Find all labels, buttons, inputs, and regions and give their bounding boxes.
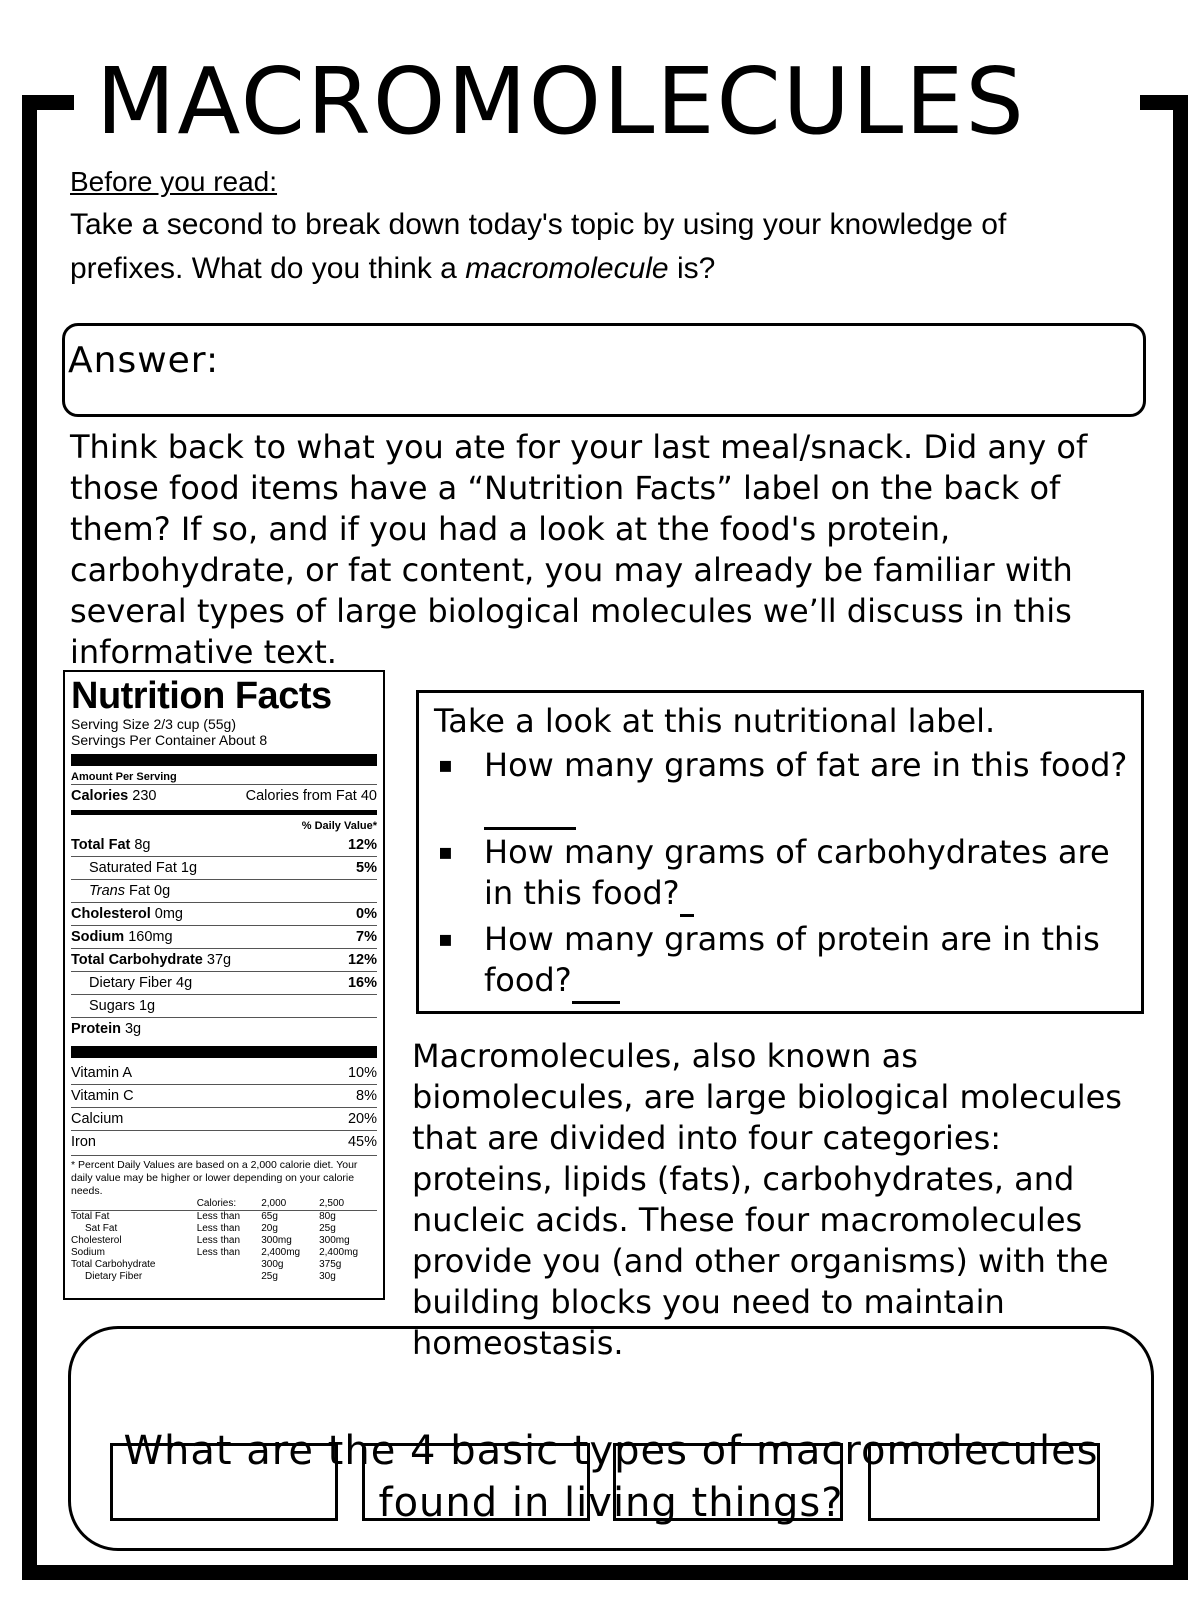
- vitamin-name: Calcium: [71, 1111, 124, 1127]
- nutrient-daily-value: 16%: [347, 975, 377, 991]
- vitamin-row: [71, 1084, 377, 1107]
- calories-from-fat: Calories from Fat 40: [245, 788, 377, 804]
- calories-value: 230: [132, 788, 157, 804]
- reference-cell: [71, 1198, 197, 1211]
- nutrient-name: Protein 3g: [71, 1021, 142, 1037]
- nutrient-row: [71, 856, 377, 879]
- vitamin-rows: [71, 1062, 377, 1153]
- thick-divider-2: [71, 1046, 377, 1058]
- bullet-icon: ▪: [438, 840, 453, 865]
- reference-cell: 80g: [319, 1211, 336, 1222]
- nutrient-daily-value: 7%: [356, 929, 377, 945]
- prompt-line-1: Take a second to break down today's topic by using your knowledge of: [70, 208, 1007, 241]
- reference-cell: 25g: [319, 1223, 336, 1234]
- reference-cell: 375g: [319, 1259, 342, 1270]
- answer-box[interactable]: [62, 323, 1146, 417]
- nutrition-footnote: * Percent Daily Values are based on a 2,000 calorie diet. Your daily value may be higher or lower depending on your calorie needs.: [71, 1155, 377, 1198]
- calories-row: [71, 784, 377, 807]
- bottom-question: What are the 4 basic types of macromolecules found in living things?: [123, 1428, 1099, 1526]
- nutrient-daily-value: 12%: [347, 952, 377, 968]
- nutrient-row: [71, 1017, 377, 1040]
- reference-cell: Total Carbohydrate: [71, 1259, 156, 1270]
- reference-cell: Sodium: [71, 1247, 105, 1258]
- nutrient-name: Total Carbohydrate 37g: [71, 952, 232, 968]
- question-protein: [434, 919, 1134, 1004]
- protein-answer-blank[interactable]: [572, 960, 620, 1004]
- question-fat: [434, 745, 1134, 830]
- nutrient-name: Saturated Fat 1g: [89, 860, 198, 876]
- frame-top-left-segment: [22, 95, 74, 110]
- reference-cell: 2,400mg: [261, 1247, 301, 1258]
- reference-cell: Cholesterol: [71, 1235, 122, 1246]
- prompt-text-end: is?: [668, 252, 716, 285]
- vitamin-name: Vitamin C: [71, 1088, 134, 1104]
- nutrient-daily-value: 0%: [356, 906, 377, 922]
- reference-row: [71, 1235, 377, 1247]
- reference-cell: 25g: [261, 1271, 278, 1282]
- questions-list: [434, 745, 1134, 1006]
- before-read-heading: Before you read:: [70, 166, 278, 197]
- vitamin-name: Iron: [71, 1134, 96, 1150]
- reference-cell: Calories:: [196, 1198, 237, 1209]
- macromolecules-paragraph: Macromolecules, also known as biomolecules, are large biological molecules that are divided into four categories: proteins, lipids (fats), carbohydrates, and nucleic acids. These four macromolecules provide you (and other organisms) with the building blocks you need to maintain homeostasis.: [412, 1037, 1122, 1362]
- reference-cell: 65g: [261, 1211, 278, 1222]
- nutrient-name: Total Fat 8g: [71, 837, 151, 853]
- page-title: MACROMOLECULES: [96, 48, 1026, 155]
- reference-cell: 2,000: [261, 1198, 287, 1209]
- bullet-icon: ▪: [438, 753, 453, 778]
- reference-cell: Less than: [196, 1211, 241, 1222]
- reference-row: [71, 1211, 377, 1224]
- question-carbs-text: How many grams of carbohydrates are in this food?: [484, 833, 1110, 912]
- serving-size: Serving Size 2/3 cup (55g): [71, 716, 236, 732]
- before-read-prompt: [70, 203, 1120, 291]
- nutrient-row: [71, 994, 377, 1017]
- nutrition-facts-label: [63, 670, 385, 1300]
- medium-divider: [71, 810, 377, 815]
- reference-cell: Less than: [196, 1223, 241, 1234]
- reference-cell: Less than: [196, 1247, 241, 1258]
- amount-per-serving: Amount Per Serving: [71, 771, 177, 783]
- vitamin-daily-value: 45%: [347, 1134, 377, 1150]
- vitamin-daily-value: 10%: [347, 1065, 377, 1081]
- reference-cell: [197, 1271, 262, 1283]
- reference-table: [71, 1198, 377, 1283]
- nutrient-name: Dietary Fiber 4g: [89, 975, 193, 991]
- nutrient-row: [71, 879, 377, 902]
- reference-header-row: [71, 1198, 377, 1211]
- question-protein-text: How many grams of protein are in this food?: [484, 920, 1100, 999]
- vitamin-row: [71, 1107, 377, 1130]
- answer-label: Answer:: [68, 340, 220, 381]
- reference-cell: Total Fat: [71, 1211, 110, 1222]
- nutrient-row: [71, 902, 377, 925]
- fat-answer-blank[interactable]: [484, 786, 576, 830]
- vitamin-daily-value: 20%: [347, 1111, 377, 1127]
- reference-cell: Sat Fat: [85, 1223, 118, 1234]
- reference-cell: 2,400mg: [319, 1247, 359, 1258]
- carbs-answer-blank[interactable]: [680, 873, 694, 917]
- nutrient-row: [71, 948, 377, 971]
- nutrient-name: Cholesterol 0mg: [71, 906, 184, 922]
- vitamin-name: Vitamin A: [71, 1065, 132, 1081]
- reference-cell: 300g: [261, 1259, 284, 1270]
- nutrient-name: Trans Fat 0g: [89, 883, 171, 899]
- nutrient-daily-value: 12%: [347, 837, 377, 853]
- intro-paragraph: Think back to what you ate for your last meal/snack. Did any of those food items have a “Nutrition Facts” label on the back of them? If so, and if you had a look at the food's protein, carbohydrate, or fat content, you may already be familiar with several types of large biological molecules we’ll discuss in this informative text.: [70, 428, 1088, 671]
- question-carbs: [434, 832, 1134, 917]
- nutrient-row: [71, 925, 377, 948]
- reference-row: [71, 1259, 377, 1271]
- thick-divider: [71, 754, 377, 766]
- questions-intro: Take a look at this nutritional label.: [434, 702, 996, 740]
- reference-row: [71, 1247, 377, 1259]
- reference-cell: 2,500: [319, 1198, 345, 1209]
- nutrient-rows: [71, 834, 377, 1040]
- prompt-line-2: [70, 247, 1120, 291]
- daily-value-header: % Daily Value*: [301, 820, 377, 832]
- servings-per-container: Servings Per Container About 8: [71, 732, 268, 748]
- prompt-emphasis: macromolecule: [465, 252, 669, 285]
- nutrition-title: Nutrition Facts: [71, 675, 332, 717]
- frame-top-right-segment: [1140, 95, 1188, 110]
- reference-cell: 300mg: [319, 1235, 350, 1246]
- reference-cell: 20g: [261, 1223, 278, 1234]
- nutrient-name: Sugars 1g: [89, 998, 156, 1014]
- prompt-text: prefixes. What do you think a: [70, 252, 466, 285]
- reference-cell: Less than: [196, 1235, 241, 1246]
- reference-row: [71, 1271, 377, 1283]
- nutrient-daily-value: 5%: [356, 860, 377, 876]
- nutrient-name: Sodium 160mg: [71, 929, 173, 945]
- vitamin-row: [71, 1130, 377, 1153]
- vitamin-row: [71, 1062, 377, 1084]
- reference-cell: 300mg: [261, 1235, 292, 1246]
- reference-cell: 30g: [319, 1271, 336, 1282]
- nutrient-row: [71, 834, 377, 856]
- reference-row: [71, 1223, 377, 1235]
- reference-cell: [197, 1259, 262, 1271]
- reference-cell: Dietary Fiber: [85, 1271, 143, 1282]
- nutrient-row: [71, 971, 377, 994]
- calories-label: Calories: [71, 788, 129, 804]
- bullet-icon: ▪: [438, 927, 453, 952]
- question-fat-text: How many grams of fat are in this food?: [484, 746, 1128, 784]
- vitamin-daily-value: 8%: [356, 1088, 377, 1104]
